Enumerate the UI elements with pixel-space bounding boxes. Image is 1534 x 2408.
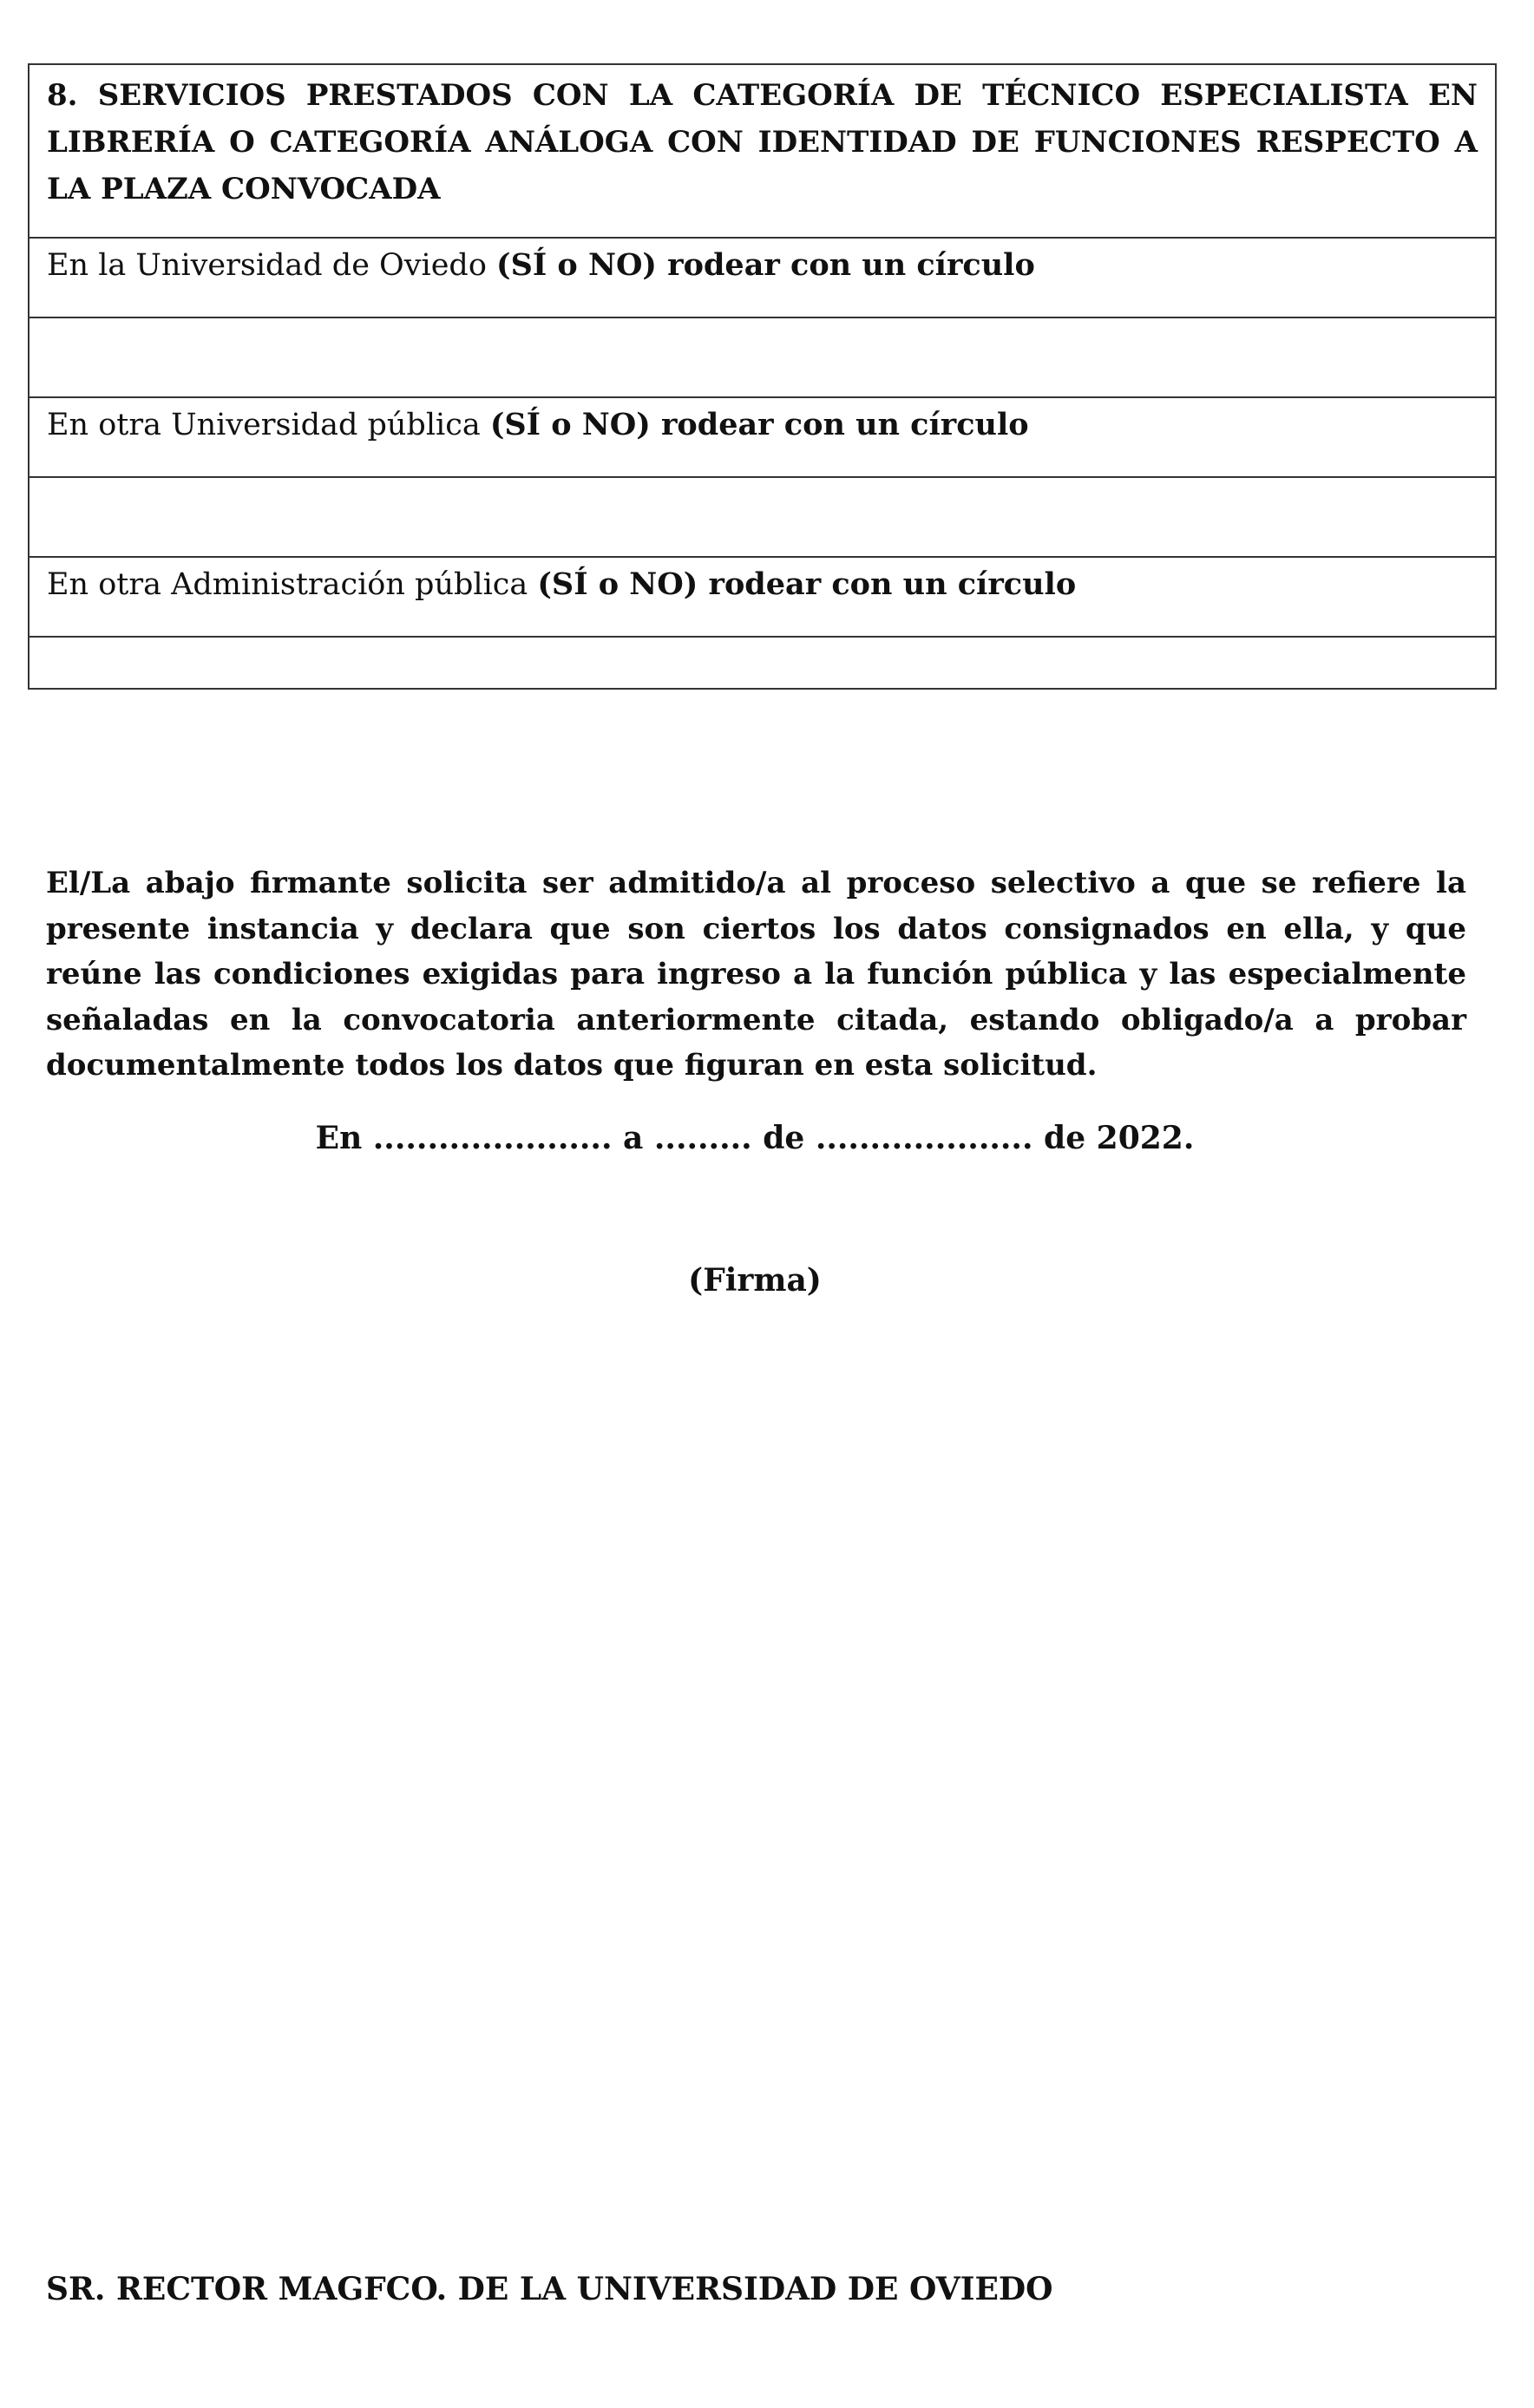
row-label: En otra Administración pública [47,567,538,602]
addressee: SR. RECTOR MAGFCO. DE LA UNIVERSIDAD DE OVIEDO [46,2271,1053,2307]
section-title: 8. SERVICIOS PRESTADOS CON LA CATEGORÍA DE TÉCNICO ESPECIALISTA EN LIBRERÍA O CATEGORÍA ANÁLOGA CON IDENTIDAD DE FUNCIONES RESPECTO A LA PLAZA CONVOCADA [47,78,1478,206]
date-line: En ...................... a ......... de .................... de 2022. [315,1120,1195,1156]
services-table [28,63,1497,690]
row-instruction: (SÍ o NO) rodear con un círculo [537,566,1077,602]
declaration-paragraph: El/La abajo firmante solicita ser admitido/a al proceso selectivo a que se refiere la presente instancia y declara que son ciertos los datos consignados en ella, y que reúne las condiciones exigidas para ingreso a la función pública y las especialmente señaladas en la convocatoria anteriormente citada, estando obligado/a a probar documentalmente todos los datos que figuran en esta solicitud. [46,866,1466,1083]
answer-field-universidad-oviedo[interactable] [30,317,1495,396]
answer-field-otra-administracion[interactable] [30,636,1495,688]
row-otra-universidad [30,396,1495,476]
row-label: En la Universidad de Oviedo [47,248,497,283]
answer-field-otra-universidad[interactable] [30,476,1495,556]
row-instruction: (SÍ o NO) rodear con un círculo [496,247,1035,283]
row-universidad-oviedo [30,237,1495,317]
signature-label: (Firma) [688,1262,822,1299]
row-label: En otra Universidad pública [47,408,490,442]
row-instruction: (SÍ o NO) rodear con un círculo [489,407,1029,442]
row-otra-administracion [30,556,1495,636]
